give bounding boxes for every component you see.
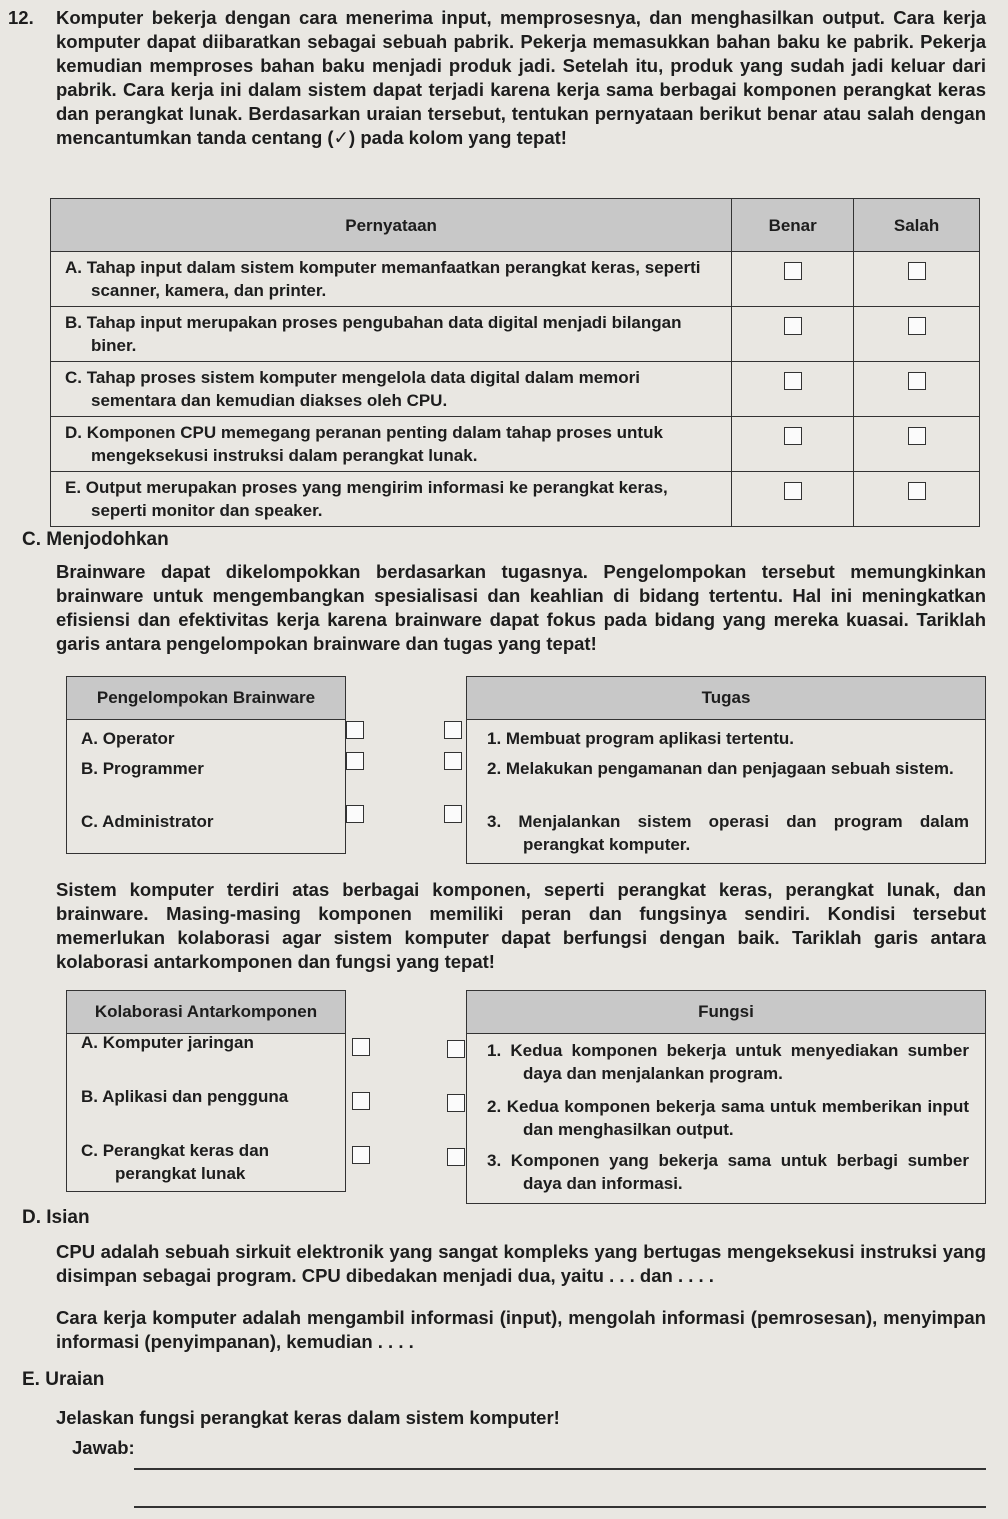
checkbox-false-a[interactable] xyxy=(908,262,926,280)
statement-cell xyxy=(51,472,732,527)
checkbox-false-d[interactable] xyxy=(908,427,926,445)
question-number xyxy=(8,878,56,902)
task-item-3: 3. Menjalankan sistem operasi dan program dalam perangkat komputer. xyxy=(487,812,969,854)
question-text: Brainware dapat dikelompokkan berdasarkan tugasnya. Pengelompokan tersebut memungkinkan brainware untuk mengembangkan spesialisasi dan keahlian di bidang tertentu. Hal ini meningkatkan efisiensi dan efektivitas kerja karena brainware dapat fokus pada bidang yang mereka kuasai. Tariklah garis antara pengelompokan brainware dan tugas yang tepat! xyxy=(56,561,986,654)
tasks-header: Tugas xyxy=(467,677,985,720)
answer-label: Jawab: xyxy=(72,1437,135,1458)
checkbox-false-c[interactable] xyxy=(908,372,926,390)
question-text: CPU adalah sebuah sirkuit elektronik yang sangat kompleks yang bertugas mengeksekusi instruksi yang disimpan sebagai program. CPU dibedakan menjadi dua, yaitu . . . dan . . . . xyxy=(56,1241,986,1286)
brainware-item-a: A. Operator xyxy=(81,729,175,748)
question-text: Jelaskan fungsi perangkat keras dalam sistem komputer! xyxy=(56,1407,560,1428)
checkbox-true-e[interactable] xyxy=(784,482,802,500)
checkbox-true-c[interactable] xyxy=(784,372,802,390)
statement-b: B. Tahap input merupakan proses pengubahan data digital menjadi bilangan biner. xyxy=(65,313,682,355)
match-dot-left-c[interactable] xyxy=(352,1146,370,1164)
statement-c: C. Tahap proses sistem komputer mengelola data digital dalam memori sementara dan kemudian diakses oleh CPU. xyxy=(65,368,641,410)
header-true: Benar xyxy=(732,199,854,252)
collaboration-header: Kolaborasi Antarkomponen xyxy=(67,991,345,1034)
statement-cell xyxy=(51,417,732,472)
statement-cell xyxy=(51,362,732,417)
question-number xyxy=(8,1406,56,1430)
statement-a: A. Tahap input dalam sistem komputer memanfaatkan perangkat keras, seperti scanner, kamera, dan printer. xyxy=(65,258,701,300)
brainware-group-box xyxy=(66,676,346,854)
collaboration-item-b: B. Aplikasi dan pengguna xyxy=(81,1087,289,1106)
task-item-2: 2. Melakukan pengamanan dan penjagaan sebuah sistem. xyxy=(487,759,954,778)
match-dot-left-c[interactable] xyxy=(346,805,364,823)
match-dot-right-3[interactable] xyxy=(444,805,462,823)
question-number: 12. xyxy=(8,7,34,28)
task-item-1: 1. Membuat program aplikasi tertentu. xyxy=(487,729,795,748)
question-number xyxy=(8,560,56,584)
checkbox-true-a[interactable] xyxy=(784,262,802,280)
function-item-2: 2. Kedua komponen bekerja sama untuk memberikan input dan menghasilkan output. xyxy=(487,1097,969,1139)
checkbox-true-b[interactable] xyxy=(784,317,802,335)
functions-header: Fungsi xyxy=(467,991,985,1034)
checkbox-false-e[interactable] xyxy=(908,482,926,500)
question-14 xyxy=(8,878,986,974)
true-false-table xyxy=(50,198,980,527)
question-number xyxy=(8,1240,56,1264)
question-15 xyxy=(8,1240,986,1288)
match-dot-left-b[interactable] xyxy=(352,1092,370,1110)
checkbox-true-d[interactable] xyxy=(784,427,802,445)
statement-e: E. Output merupakan proses yang mengirim informasi ke perangkat keras, seperti monitor dan speaker. xyxy=(65,478,668,520)
tasks-box xyxy=(466,676,986,864)
collaboration-item-c: C. Perangkat keras dan perangkat lunak xyxy=(81,1141,270,1183)
header-statement: Pernyataan xyxy=(51,199,732,252)
checkbox-false-b[interactable] xyxy=(908,317,926,335)
match-dot-right-3[interactable] xyxy=(447,1148,465,1166)
section-heading-d: D. Isian xyxy=(22,1207,90,1228)
section-heading-e: E. Uraian xyxy=(22,1369,105,1390)
question-number xyxy=(8,1306,56,1330)
answer-line-2[interactable] xyxy=(134,1506,986,1508)
question-13 xyxy=(8,560,986,656)
statement-d: D. Komponen CPU memegang peranan penting dalam tahap proses untuk mengeksekusi instruksi dalam perangkat lunak. xyxy=(65,423,663,465)
brainware-item-b: B. Programmer xyxy=(81,759,204,778)
match-dot-right-2[interactable] xyxy=(444,752,462,770)
question-text: Komputer bekerja dengan cara menerima input, memprosesnya, dan menghasilkan output. Cara kerja komputer dapat diibaratkan sebagai sebuah pabrik. Pekerja memasukkan bahan baku ke pabrik. Pekerja kemudian memproses bahan baku menjadi produk jadi. Setelah itu, produk yang sudah jadi keluar dari pabrik. Cara kerja ini dalam sistem dapat terjadi karena kerja sama berbagai komponen perangkat keras dan perangkat lunak. Berdasarkan uraian tersebut, tentukan pernyataan berikut benar atau salah dengan mencantumkan tanda centang (✓) pada kolom yang tepat! xyxy=(56,7,986,148)
question-16 xyxy=(8,1306,986,1354)
question-17 xyxy=(8,1406,986,1430)
question-12 xyxy=(8,6,986,150)
statement-cell xyxy=(51,307,732,362)
match-dot-right-1[interactable] xyxy=(447,1040,465,1058)
section-heading-c: C. Menjodohkan xyxy=(22,529,169,550)
question-text: Sistem komputer terdiri atas berbagai komponen, seperti perangkat keras, perangkat lunak, dan brainware. Masing-masing komponen memiliki peran dan fungsinya sendiri. Kondisi tersebut memerlukan kolaborasi agar sistem komputer dapat berfungsi dengan baik. Tariklah garis antara kolaborasi antarkomponen dan fungsi yang tepat! xyxy=(56,879,986,972)
question-text: Cara kerja komputer adalah mengambil informasi (input), mengolah informasi (pemrosesan), menyimpan informasi (penyimpanan), kemudian . . . . xyxy=(56,1307,986,1352)
function-item-1: 1. Kedua komponen bekerja untuk menyediakan sumber daya dan menjalankan program. xyxy=(487,1041,969,1083)
match-dot-right-1[interactable] xyxy=(444,721,462,739)
statement-cell xyxy=(51,252,732,307)
match-dot-left-a[interactable] xyxy=(346,721,364,739)
match-dot-left-b[interactable] xyxy=(346,752,364,770)
match-dot-right-2[interactable] xyxy=(447,1094,465,1112)
collaboration-item-a: A. Komputer jaringan xyxy=(81,1033,254,1052)
function-item-3: 3. Komponen yang bekerja sama untuk berbagi sumber daya dan informasi. xyxy=(487,1151,969,1193)
match-dot-left-a[interactable] xyxy=(352,1038,370,1056)
brainware-item-c: C. Administrator xyxy=(81,812,214,831)
brainware-group-header: Pengelompokan Brainware xyxy=(67,677,345,720)
answer-line-1[interactable] xyxy=(134,1468,986,1470)
header-false: Salah xyxy=(854,199,980,252)
functions-box xyxy=(466,990,986,1204)
collaboration-box xyxy=(66,990,346,1192)
